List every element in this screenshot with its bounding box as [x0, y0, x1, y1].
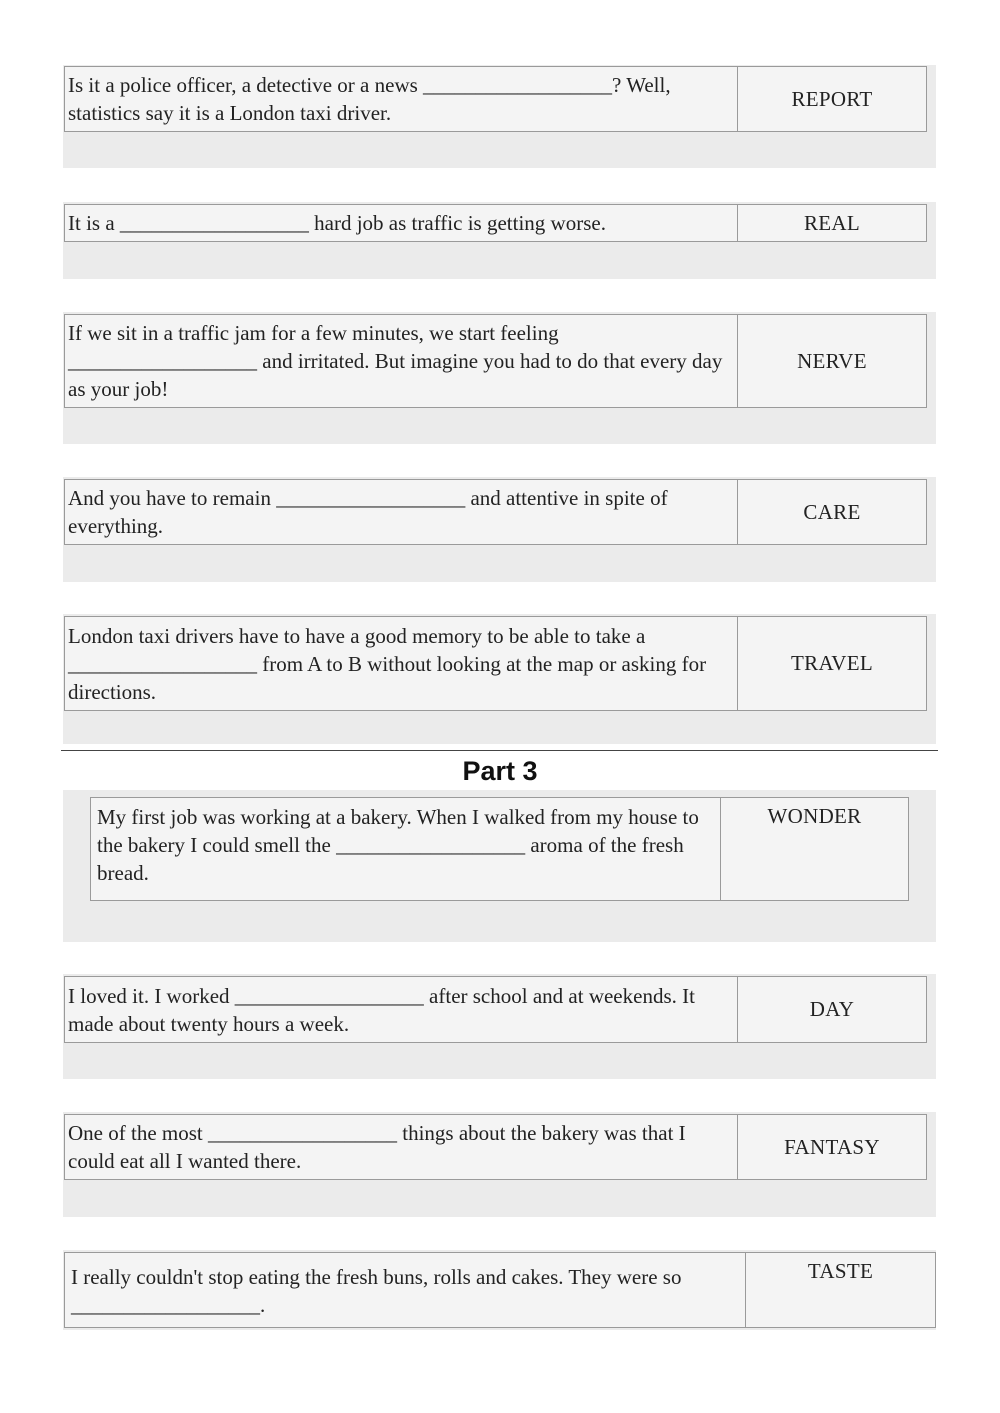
sentence-cell	[65, 1115, 738, 1179]
sentence-text: London taxi drivers have to have a good memory to be able to take a	[68, 623, 646, 648]
sentence-text: from A to B without looking at the map or asking for directions.	[68, 651, 707, 704]
sentence-cell	[65, 67, 738, 131]
sentence-cell	[65, 1253, 746, 1327]
sentence-text: things about the bakery was that I could eat all I wanted there.	[68, 1121, 686, 1173]
answer-blank[interactable]: __________________	[207, 1121, 397, 1145]
answer-blank[interactable]: __________________	[68, 349, 257, 373]
sentence-text: My first job was working at a bakery. When I walked from my house to the bakery I could smell the	[97, 805, 699, 857]
word-cell: TASTE	[807, 1259, 874, 1283]
answer-blank[interactable]: __________________	[276, 486, 466, 510]
exercise-row	[64, 314, 927, 408]
sentence-text: and irritated. But imagine you had to do that every day as your job!	[68, 349, 723, 401]
sentence-text: hard job as traffic is getting worse.	[308, 211, 606, 235]
exercise-row	[64, 1252, 936, 1328]
word-cell: TRAVEL	[791, 651, 873, 675]
word-cell: REPORT	[791, 86, 873, 111]
exercise-row	[64, 479, 927, 545]
section-divider	[61, 750, 938, 751]
sentence-text: .	[260, 1293, 266, 1317]
exercise-row	[90, 797, 909, 901]
sentence-text: and attentive in spite of everything.	[68, 486, 668, 538]
answer-blank[interactable]: __________________	[119, 211, 309, 235]
sentence-text: If we sit in a traffic jam for a few minutes, we start feeling	[68, 321, 559, 345]
word-cell: FANTASY	[784, 1134, 880, 1159]
exercise-row	[64, 976, 927, 1043]
word-cell: NERVE	[797, 348, 867, 373]
sentence-text: One of the most	[68, 1121, 208, 1145]
sentence-text: ? Well, statistics say it is a London taxi driver.	[68, 73, 671, 125]
sentence-text: I loved it. I worked	[68, 983, 235, 1008]
sentence-text: Is it a police officer, a detective or a news	[68, 73, 424, 97]
exercise-row	[64, 616, 927, 711]
word-cell: CARE	[803, 499, 861, 524]
sentence-text: It is a	[68, 211, 120, 235]
answer-blank[interactable]: __________________	[423, 73, 613, 97]
sentence-cell	[65, 480, 738, 544]
word-cell: WONDER	[767, 804, 862, 828]
answer-blank[interactable]: __________________	[71, 1293, 260, 1317]
sentence-cell	[65, 315, 738, 407]
word-cell: REAL	[803, 210, 861, 235]
sentence-text: I really couldn't stop eating the fresh buns, rolls and cakes. They were so	[71, 1265, 682, 1289]
exercise-row	[64, 66, 927, 132]
sentence-cell	[65, 205, 738, 241]
answer-blank[interactable]: __________________	[234, 983, 424, 1008]
answer-blank[interactable]: __________________	[68, 651, 257, 676]
sentence-cell	[65, 977, 738, 1042]
sentence-text: after school and at weekends. It made about twenty hours a week.	[68, 983, 695, 1036]
sentence-cell	[91, 798, 721, 900]
sentence-text: aroma of the fresh bread.	[97, 833, 684, 885]
word-cell: DAY	[809, 997, 855, 1021]
exercise-row	[64, 1114, 927, 1180]
sentence-text: And you have to remain	[68, 486, 277, 510]
exercise-row	[64, 204, 927, 242]
section-heading: Part 3	[462, 756, 538, 786]
answer-blank[interactable]: __________________	[336, 833, 526, 857]
sentence-cell	[65, 617, 738, 710]
